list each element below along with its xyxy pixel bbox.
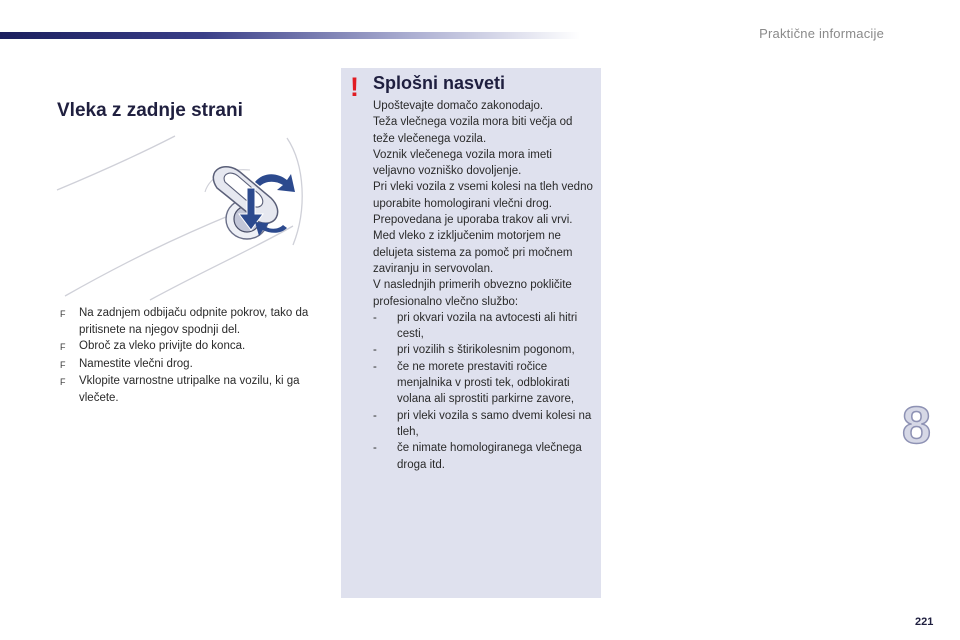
section-title: Vleka z zadnje strani	[57, 100, 243, 121]
step-text: Namestite vlečni drog.	[79, 357, 193, 370]
advice-paragraph: Voznik vlečenega vozila mora imeti veljavno vozniško dovoljenje.	[373, 148, 552, 178]
case-text: če ne morete prestaviti ročice menjalnika v prosti tek, odblokirati volana ali sprostiti parkirne zavore,	[397, 360, 575, 406]
advice-paragraph: Teža vlečnega vozila mora biti večja od teže vlečenega vozila.	[373, 116, 573, 145]
case-item	[373, 310, 595, 343]
case-text: pri vleki vozila s samo dvemi kolesi na tleh,	[397, 409, 592, 438]
step-bullet-icon: F	[60, 342, 66, 352]
advice-paragraph: Med vleko z izključenim motorjem ne delujeta sistema za pomoč pri močnem zaviranju in servovolan.	[373, 230, 573, 275]
rotate-arrow-icon	[255, 222, 287, 236]
case-text: pri vozilih s štirikolesnim pogonom,	[397, 344, 575, 357]
tow-ring-illustration	[55, 130, 325, 302]
warning-exclamation-icon: !	[350, 72, 359, 102]
page-number: 221	[915, 616, 934, 628]
advice-paragraph: Pri vleki vozila z vsemi kolesi na tleh vedno uporabite homologirani vlečni drog. Prepovedana je uporaba trakov ali vrvi.	[373, 181, 593, 227]
step-bullet-icon: F	[60, 309, 66, 319]
instruction-step	[60, 373, 325, 406]
tow-service-cases	[373, 310, 595, 473]
case-item	[373, 408, 595, 441]
step-text: Na zadnjem odbijaču odpnite pokrov, tako da pritisnete na njegov spodnji del.	[79, 307, 309, 336]
case-dash: -	[373, 311, 377, 324]
panel-title: Splošni nasveti	[373, 73, 506, 93]
case-item	[373, 342, 595, 358]
header-gradient-bar	[0, 32, 580, 39]
bumper-outline	[65, 214, 233, 296]
advice-paragraph: Upoštevajte domačo zakonodajo.	[373, 100, 544, 112]
bumper-outline	[150, 226, 293, 300]
bumper-outline	[57, 136, 175, 190]
instruction-step	[60, 356, 325, 374]
panel-body	[373, 98, 595, 473]
chapter-title: Praktične informacije	[759, 26, 884, 41]
instruction-step	[60, 338, 325, 356]
instruction-steps	[60, 305, 325, 406]
case-dash: -	[373, 360, 377, 373]
step-bullet-icon: F	[60, 359, 66, 370]
step-text: Vklopite varnostne utripalke na vozilu, ki ga vlečete.	[79, 375, 300, 404]
case-dash: -	[373, 409, 377, 422]
instruction-step	[60, 305, 325, 338]
step-text: Obroč za vleko privijte do konca.	[79, 340, 246, 352]
step-bullet-icon: F	[60, 377, 66, 387]
case-item	[373, 359, 595, 408]
case-dash: -	[373, 344, 377, 357]
case-item	[373, 440, 595, 473]
chapter-number: 8	[902, 397, 931, 455]
case-text: če nimate homologiranega vlečnega droga itd.	[397, 442, 582, 471]
case-text: pri okvari vozila na avtocesti ali hitri cesti,	[397, 311, 578, 341]
advice-paragraph: V naslednjih primerih obvezno pokličite profesionalno vlečno službo:	[373, 279, 572, 308]
case-dash: -	[373, 442, 377, 455]
